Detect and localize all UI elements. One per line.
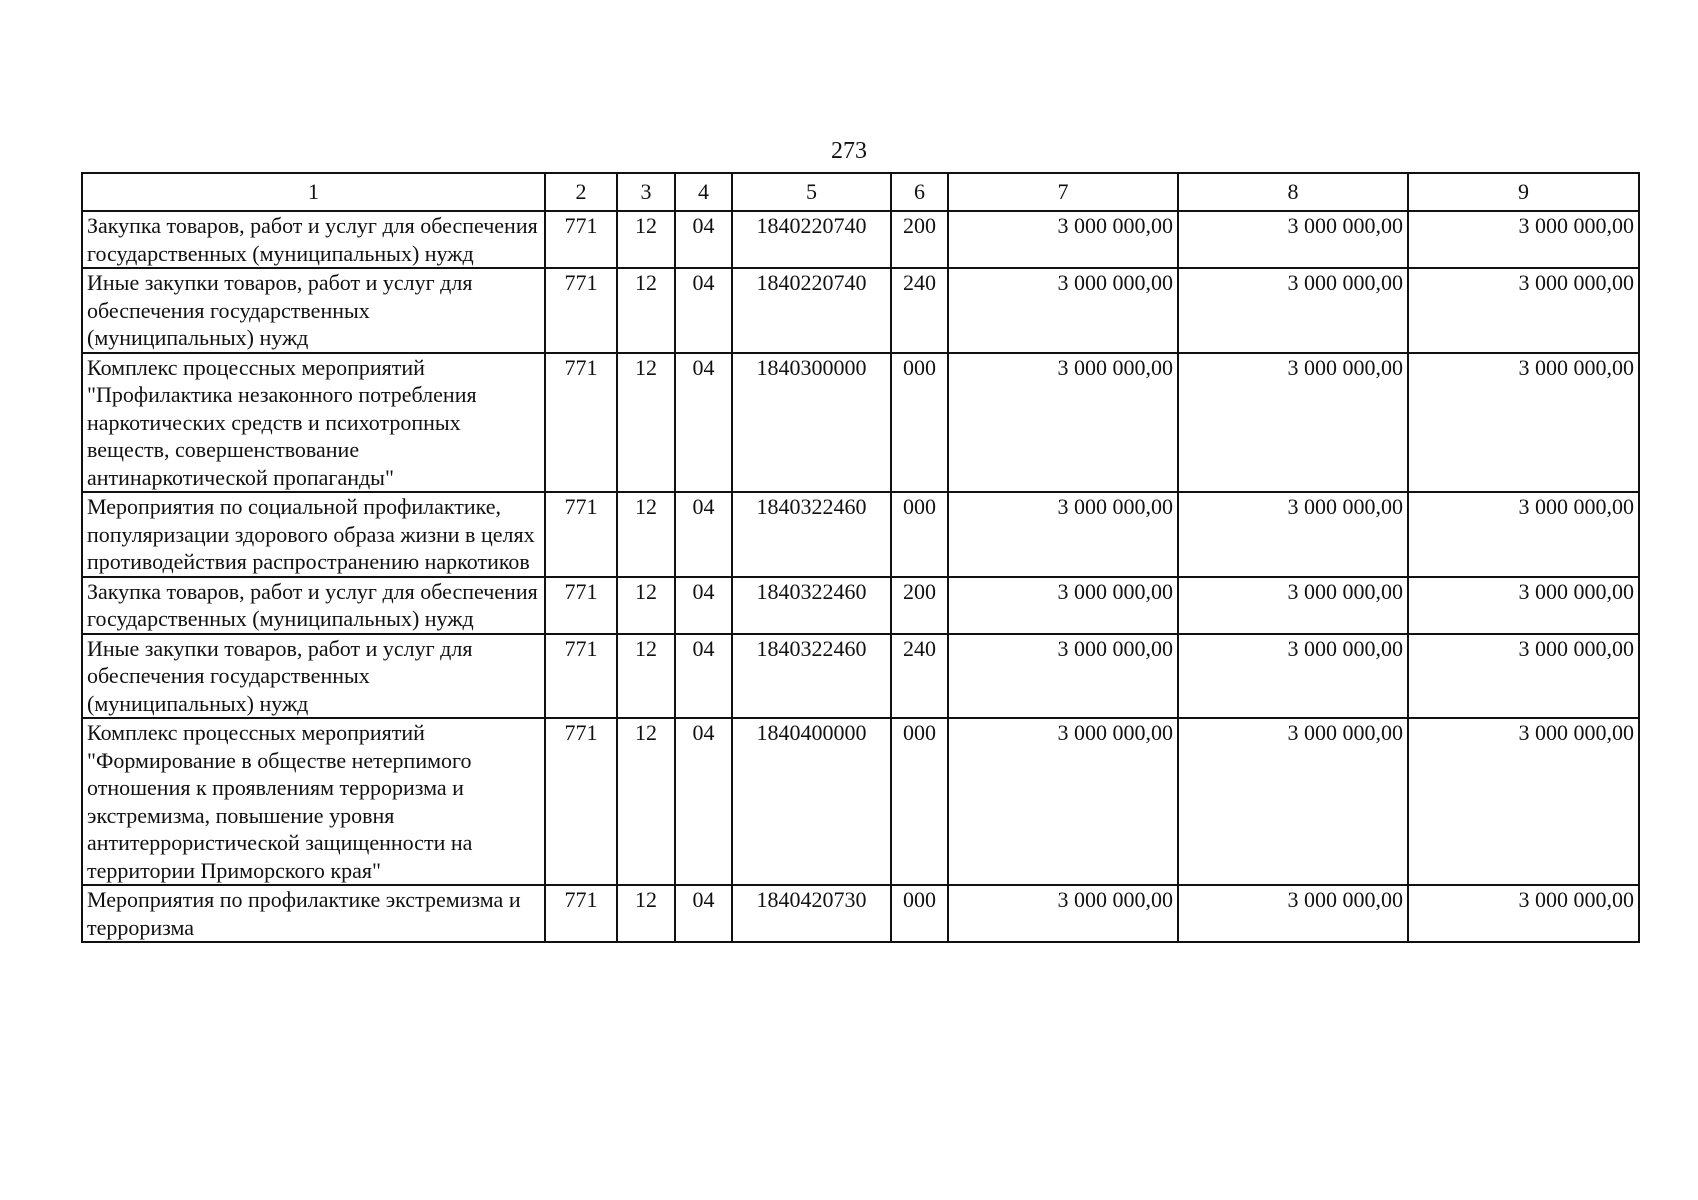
row-code-5: 1840220740: [732, 268, 891, 353]
row-code-4: 04: [675, 268, 732, 353]
row-amount-7: 3 000 000,00: [948, 885, 1178, 942]
row-code-6: 240: [891, 268, 948, 353]
row-code-6: 200: [891, 577, 948, 634]
table-row: [82, 492, 1639, 577]
row-code-2: 771: [545, 885, 617, 942]
row-name: Мероприятия по социальной профилактике, популяризации здорового образа жизни в целях противодействия распространению наркотиков: [82, 492, 545, 577]
row-code-5: 1840322460: [732, 492, 891, 577]
row-amount-8: 3 000 000,00: [1178, 268, 1408, 353]
table-row: [82, 885, 1639, 942]
row-amount-7: 3 000 000,00: [948, 492, 1178, 577]
row-amount-9: 3 000 000,00: [1408, 577, 1639, 634]
row-code-3: 12: [617, 634, 675, 719]
row-code-5: 1840400000: [732, 718, 891, 885]
row-code-6: 000: [891, 885, 948, 942]
row-code-2: 771: [545, 634, 617, 719]
row-code-5: 1840322460: [732, 634, 891, 719]
table-row: [82, 718, 1639, 885]
row-code-6: 200: [891, 211, 948, 268]
row-code-4: 04: [675, 577, 732, 634]
row-amount-9: 3 000 000,00: [1408, 492, 1639, 577]
header-cell-1: 1: [82, 173, 545, 211]
row-code-4: 04: [675, 211, 732, 268]
row-code-3: 12: [617, 885, 675, 942]
row-code-4: 04: [675, 718, 732, 885]
row-name: Комплекс процессных мероприятий "Профилактика незаконного потребления наркотических средств и психотропных веществ, совершенствование антинаркотической пропаганды": [82, 353, 545, 493]
header-cell-3: 3: [617, 173, 675, 211]
row-amount-9: 3 000 000,00: [1408, 885, 1639, 942]
row-code-2: 771: [545, 577, 617, 634]
row-code-5: 1840220740: [732, 211, 891, 268]
row-code-6: 000: [891, 492, 948, 577]
row-amount-7: 3 000 000,00: [948, 353, 1178, 493]
row-amount-9: 3 000 000,00: [1408, 353, 1639, 493]
row-amount-9: 3 000 000,00: [1408, 211, 1639, 268]
row-code-4: 04: [675, 492, 732, 577]
row-amount-7: 3 000 000,00: [948, 211, 1178, 268]
table-row: [82, 353, 1639, 493]
row-name: Закупка товаров, работ и услуг для обеспечения государственных (муниципальных) нужд: [82, 577, 545, 634]
header-cell-8: 8: [1178, 173, 1408, 211]
row-amount-9: 3 000 000,00: [1408, 268, 1639, 353]
row-code-4: 04: [675, 353, 732, 493]
row-amount-8: 3 000 000,00: [1178, 718, 1408, 885]
table-row: [82, 268, 1639, 353]
row-code-3: 12: [617, 211, 675, 268]
row-code-5: 1840300000: [732, 353, 891, 493]
row-amount-8: 3 000 000,00: [1178, 353, 1408, 493]
row-code-4: 04: [675, 885, 732, 942]
row-code-3: 12: [617, 268, 675, 353]
header-cell-2: 2: [545, 173, 617, 211]
row-code-3: 12: [617, 492, 675, 577]
row-name: Иные закупки товаров, работ и услуг для обеспечения государственных (муниципальных) нужд: [82, 268, 545, 353]
header-cell-6: 6: [891, 173, 948, 211]
row-amount-8: 3 000 000,00: [1178, 577, 1408, 634]
row-amount-8: 3 000 000,00: [1178, 885, 1408, 942]
header-cell-4: 4: [675, 173, 732, 211]
row-amount-7: 3 000 000,00: [948, 268, 1178, 353]
row-amount-7: 3 000 000,00: [948, 718, 1178, 885]
header-row: [82, 173, 1639, 211]
table-row: [82, 634, 1639, 719]
row-amount-8: 3 000 000,00: [1178, 211, 1408, 268]
row-name: Комплекс процессных мероприятий "Формирование в обществе нетерпимого отношения к проявлениям терроризма и экстремизма, повышение уровня антитеррористической защищенности на территории Приморского края": [82, 718, 545, 885]
row-amount-7: 3 000 000,00: [948, 577, 1178, 634]
row-code-3: 12: [617, 353, 675, 493]
row-code-3: 12: [617, 718, 675, 885]
row-code-6: 240: [891, 634, 948, 719]
row-amount-9: 3 000 000,00: [1408, 634, 1639, 719]
row-code-2: 771: [545, 353, 617, 493]
row-code-5: 1840420730: [732, 885, 891, 942]
header-cell-5: 5: [732, 173, 891, 211]
row-amount-9: 3 000 000,00: [1408, 718, 1639, 885]
row-code-2: 771: [545, 268, 617, 353]
row-code-5: 1840322460: [732, 577, 891, 634]
row-name: Иные закупки товаров, работ и услуг для обеспечения государственных (муниципальных) нужд: [82, 634, 545, 719]
table-row: [82, 577, 1639, 634]
header-cell-9: 9: [1408, 173, 1639, 211]
row-code-3: 12: [617, 577, 675, 634]
header-cell-7: 7: [948, 173, 1178, 211]
row-amount-8: 3 000 000,00: [1178, 634, 1408, 719]
row-amount-8: 3 000 000,00: [1178, 492, 1408, 577]
budget-table: [81, 172, 1640, 943]
row-code-2: 771: [545, 492, 617, 577]
row-code-4: 04: [675, 634, 732, 719]
row-code-2: 771: [545, 211, 617, 268]
row-amount-7: 3 000 000,00: [948, 634, 1178, 719]
row-name: Мероприятия по профилактике экстремизма и терроризма: [82, 885, 545, 942]
row-code-6: 000: [891, 718, 948, 885]
row-code-2: 771: [545, 718, 617, 885]
row-name: Закупка товаров, работ и услуг для обеспечения государственных (муниципальных) нужд: [82, 211, 545, 268]
row-code-6: 000: [891, 353, 948, 493]
table-row: [82, 211, 1639, 268]
page-number: 273: [831, 138, 867, 164]
